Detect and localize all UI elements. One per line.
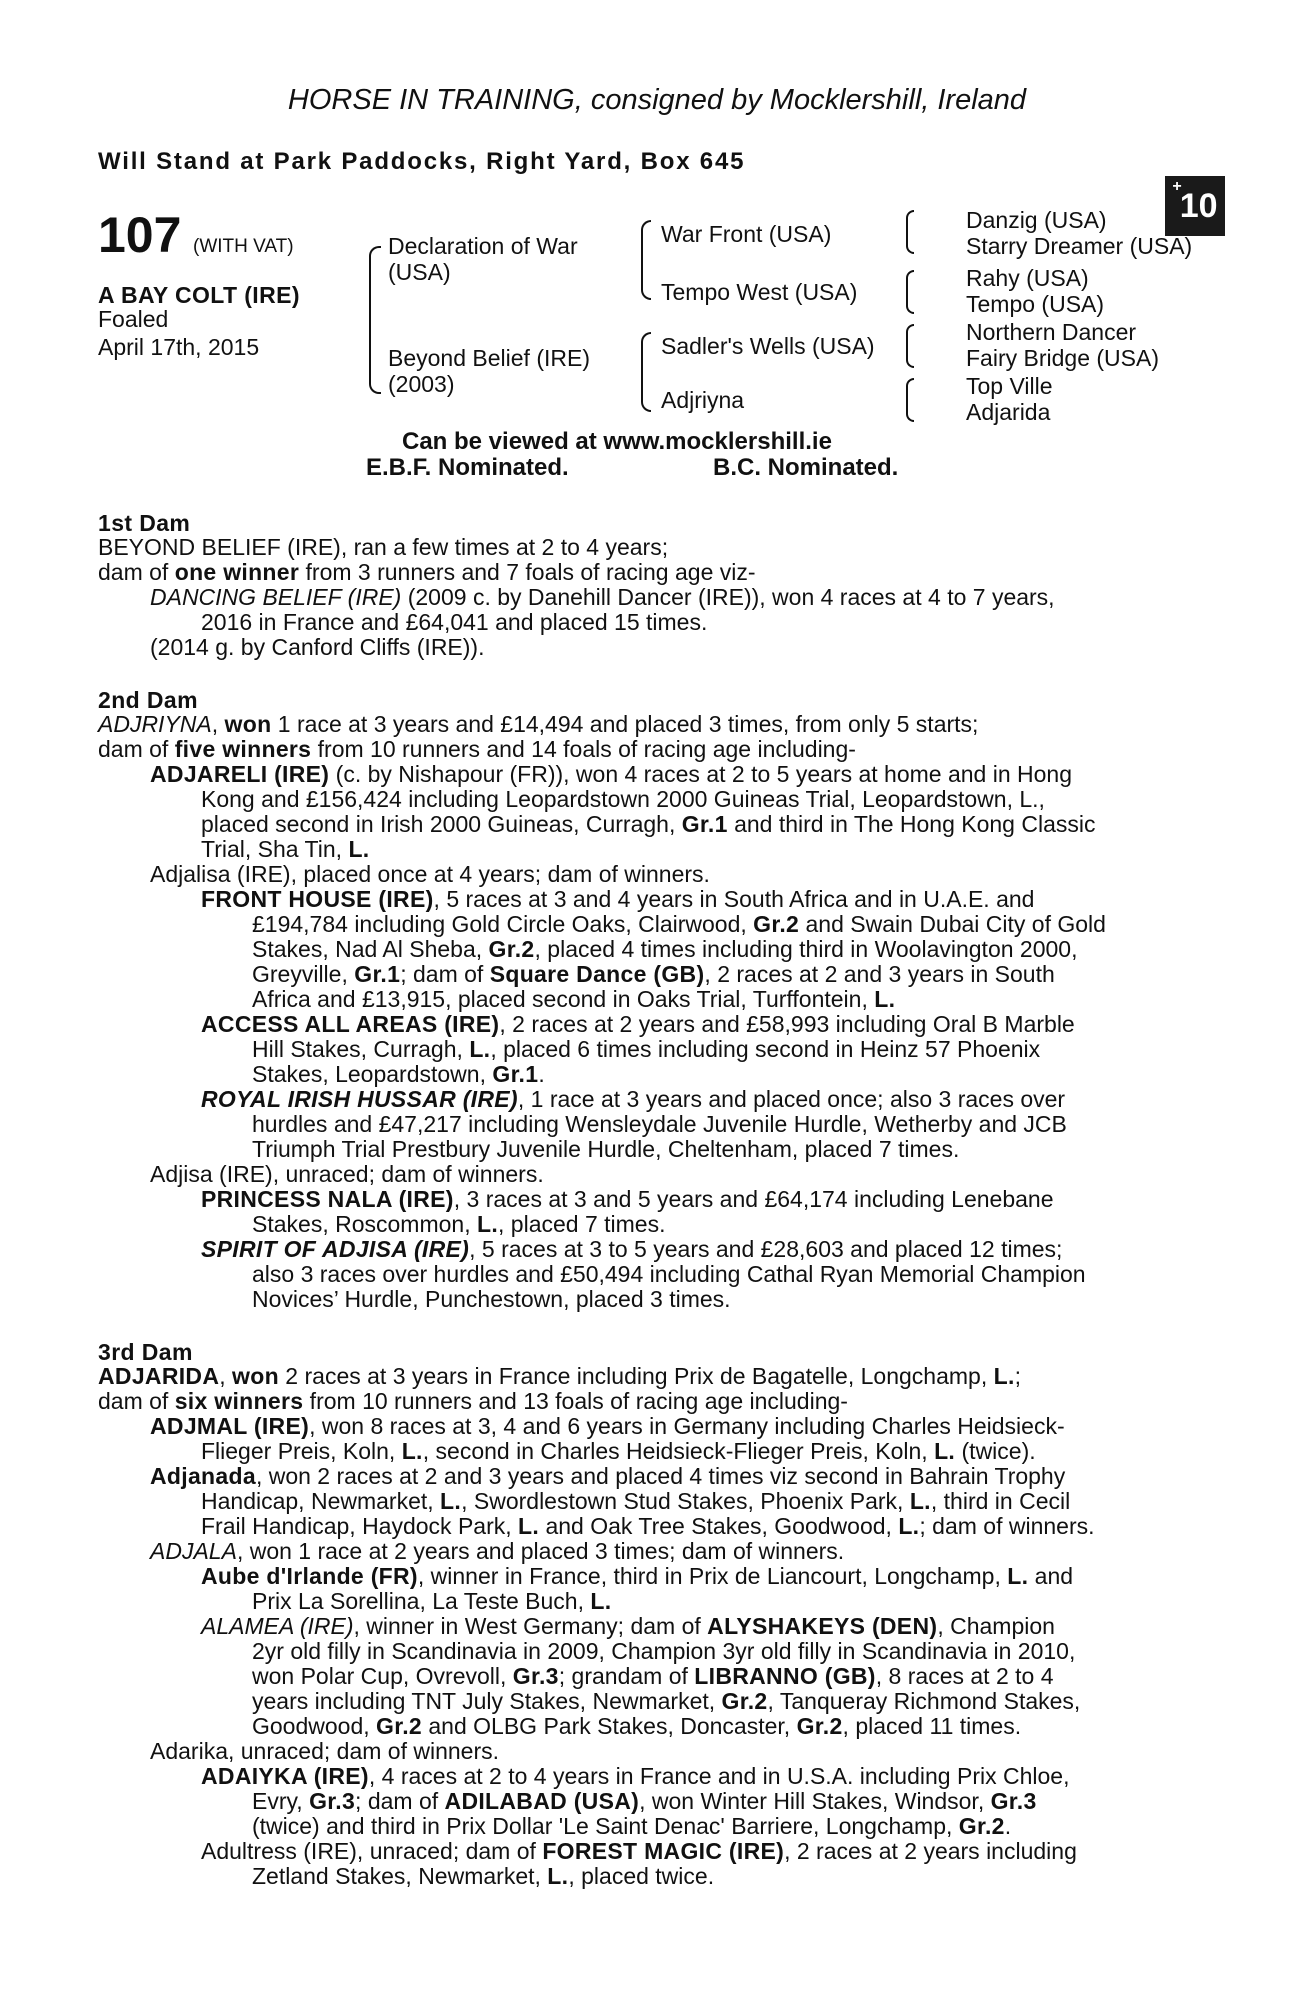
- dam: [388, 345, 590, 397]
- second-dam-line: [252, 1287, 731, 1313]
- second-dam-line: [98, 712, 978, 738]
- text-segment: five winners: [174, 736, 312, 762]
- second-dam-line: [252, 1112, 1067, 1138]
- first-dam-line: [150, 585, 1055, 611]
- text-segment: ALAMEA (IRE): [201, 1613, 354, 1639]
- dam-name: Beyond Belief (IRE): [388, 345, 590, 371]
- text-segment: Gr.2: [753, 911, 800, 937]
- third-dam-line: [201, 1764, 1069, 1790]
- text-segment: , third in Cecil: [930, 1488, 1071, 1514]
- text-segment: hurdles and £47,217 including Wensleydale Juvenile Hurdle, Wetherby and JCB: [252, 1111, 1067, 1137]
- lot-number: 107: [98, 207, 182, 263]
- text-segment: FRONT HOUSE (IRE): [201, 886, 434, 912]
- lot-description: A BAY COLT (IRE): [98, 282, 300, 308]
- sire-name: Declaration of War: [388, 233, 578, 259]
- text-segment: Adultress (IRE), unraced; dam of: [201, 1838, 543, 1864]
- text-segment: and Oak Tree Stakes, Goodwood,: [539, 1513, 899, 1539]
- third-dam-line: [201, 1439, 1036, 1465]
- brace-g1: [906, 210, 914, 254]
- text-segment: ,: [219, 1363, 233, 1389]
- text-segment: ADJARIDA: [98, 1363, 220, 1389]
- text-segment: years including TNT July Stakes, Newmarket,: [252, 1688, 722, 1714]
- text-segment: and Swain Dubai City of Gold: [799, 911, 1106, 937]
- text-segment: L.: [909, 1488, 931, 1514]
- second-dam-line: [201, 887, 1034, 913]
- third-dam-heading: 3rd Dam: [98, 1339, 193, 1365]
- text-segment: , placed 7 times.: [498, 1211, 666, 1237]
- third-dam-line: [98, 1389, 848, 1415]
- text-segment: Greyville,: [252, 961, 355, 987]
- text-segment: Frail Handicap, Haydock Park,: [201, 1513, 519, 1539]
- text-segment: Kong and £156,424 including Leopardstown 2000 Guineas Trial, Leopardstown, L.,: [201, 786, 1045, 812]
- first-dam-line: [98, 560, 756, 586]
- second-dam-line: [252, 962, 1055, 988]
- text-segment: ,: [211, 711, 225, 737]
- second-dam-line: [201, 1237, 1062, 1263]
- text-segment: Adjisa (IRE), unraced; dam of winners.: [150, 1161, 544, 1187]
- text-segment: Prix La Sorellina, La Teste Buch,: [252, 1588, 591, 1614]
- text-segment: Adjalisa (IRE), placed once at 4 years; dam of winners.: [150, 861, 710, 887]
- text-segment: LIBRANNO (GB): [694, 1663, 876, 1689]
- brace-parents: [369, 246, 381, 394]
- sire-country: (USA): [388, 259, 451, 285]
- text-segment: , Tanqueray Richmond Stakes,: [767, 1688, 1081, 1714]
- text-segment: Aube d'Irlande (FR): [201, 1563, 418, 1589]
- text-segment: Trial, Sha Tin,: [201, 836, 349, 862]
- text-segment: Gr.1: [681, 811, 728, 837]
- text-segment: Stakes, Leopardstown,: [252, 1061, 493, 1087]
- grandsire-line-3: Rahy (USA): [966, 265, 1089, 291]
- text-segment: L.: [348, 836, 370, 862]
- text-segment: won: [232, 1363, 279, 1389]
- sire-dam: Tempo West (USA): [661, 279, 858, 305]
- foaled-label: Foaled: [98, 306, 169, 332]
- text-segment: , won Winter Hill Stakes, Windsor,: [639, 1788, 991, 1814]
- text-segment: Gr.2: [376, 1713, 422, 1739]
- text-segment: , 5 races at 3 to 5 years and £28,603 and placed 12 times;: [469, 1236, 1063, 1262]
- text-segment: , Swordlestown Stud Stakes, Phoenix Park,: [461, 1488, 910, 1514]
- text-segment: SPIRIT OF ADJISA (IRE): [201, 1236, 470, 1262]
- third-dam-line: [150, 1739, 499, 1765]
- text-segment: ALYSHAKEYS (DEN): [707, 1613, 938, 1639]
- grandsire-line-1: Danzig (USA): [966, 207, 1107, 233]
- text-segment: Gr.1: [354, 961, 401, 987]
- grandsire-line-6: Fairy Bridge (USA): [966, 345, 1159, 371]
- second-dam-line: [201, 1187, 1053, 1213]
- text-segment: Gr.2: [796, 1713, 843, 1739]
- text-segment: , 2 races at 2 years and £58,993 including Oral B Marble: [499, 1011, 1075, 1037]
- text-segment: , 1 race at 3 years and placed once; also 3 races over: [517, 1086, 1066, 1112]
- grandsire-line-5: Northern Dancer: [966, 319, 1137, 345]
- viewing-note: Can be viewed at www.mocklershill.ie: [402, 428, 832, 455]
- text-segment: , second in Charles Heidsieck-Flieger Preis, Koln,: [422, 1438, 935, 1464]
- text-segment: ADILABAD (USA): [444, 1788, 640, 1814]
- text-segment: also 3 races over hurdles and £50,494 including Cathal Ryan Memorial Champion: [252, 1261, 1086, 1287]
- third-dam-line: [252, 1664, 1054, 1690]
- text-segment: ; dam of: [400, 961, 490, 987]
- text-segment: and: [1028, 1563, 1074, 1589]
- text-segment: Gr.2: [721, 1688, 768, 1714]
- second-dam-line: [150, 762, 1072, 788]
- text-segment: Adjanada: [150, 1463, 256, 1489]
- text-segment: L.: [518, 1513, 540, 1539]
- text-segment: from 10 runners and 14 foals of racing age including-: [311, 736, 856, 762]
- text-segment: , 5 races at 3 and 4 years in South Africa and in U.A.E. and: [433, 886, 1035, 912]
- text-segment: L.: [1007, 1563, 1029, 1589]
- text-segment: .: [1004, 1813, 1012, 1839]
- sire-sire: War Front (USA): [661, 221, 832, 247]
- brace-g3: [906, 324, 914, 368]
- text-segment: ADJMAL (IRE): [150, 1413, 310, 1439]
- text-segment: , placed 11 times.: [842, 1713, 1022, 1739]
- sire: [388, 233, 578, 285]
- brace-sire-parents: [641, 220, 651, 300]
- text-segment: six winners: [174, 1388, 304, 1414]
- third-dam-line: [252, 1689, 1080, 1715]
- second-dam-line: [252, 1262, 1086, 1288]
- badge-plus: +: [1172, 178, 1182, 195]
- text-segment: Africa and £13,915, placed second in Oaks Trial, Turffontein,: [252, 986, 875, 1012]
- text-segment: L.: [440, 1488, 462, 1514]
- text-segment: BEYOND BELIEF (IRE), ran a few times at 2 to 4 years;: [98, 534, 669, 560]
- text-segment: , 2 races at 2 years including: [784, 1838, 1077, 1864]
- third-dam-line: [201, 1489, 1070, 1515]
- foaled-date: April 17th, 2015: [98, 334, 260, 360]
- third-dam-line: [201, 1514, 1095, 1540]
- text-segment: DANCING BELIEF (IRE): [150, 584, 402, 610]
- text-segment: Goodwood,: [252, 1713, 377, 1739]
- text-segment: , placed 4 times including third in Woolavington 2000,: [534, 936, 1078, 962]
- text-segment: ACCESS ALL AREAS (IRE): [201, 1011, 500, 1037]
- text-segment: £194,784 including Gold Circle Oaks, Clairwood,: [252, 911, 754, 937]
- grandsire-line-7: Top Ville: [966, 373, 1053, 399]
- text-segment: , placed 6 times including second in Heinz 57 Phoenix: [490, 1036, 1041, 1062]
- text-segment: (2014 g. by Canford Cliffs (IRE)).: [150, 634, 485, 660]
- text-segment: ADJALA: [150, 1538, 237, 1564]
- text-segment: (twice) and third in Prix Dollar 'Le Saint Denac' Barriere, Longchamp,: [252, 1813, 959, 1839]
- dam-sire: Sadler's Wells (USA): [661, 333, 875, 359]
- text-segment: ; dam of winners.: [919, 1513, 1095, 1539]
- text-segment: (2009 c. by Danehill Dancer (IRE)), won 4 races at 4 to 7 years,: [401, 584, 1055, 610]
- text-segment: ADAIYKA (IRE): [201, 1763, 369, 1789]
- text-segment: L.: [993, 1363, 1015, 1389]
- text-segment: , 8 races at 2 to 4: [875, 1663, 1054, 1689]
- text-segment: , placed twice.: [568, 1863, 715, 1889]
- grandsire-line-8: Adjarida: [966, 399, 1051, 425]
- third-dam-line: [201, 1614, 1055, 1640]
- text-segment: ROYAL IRISH HUSSAR (IRE): [201, 1086, 518, 1112]
- grandsire-line-4: Tempo (USA): [966, 291, 1105, 317]
- text-segment: from 10 runners and 13 foals of racing age including-: [303, 1388, 848, 1414]
- text-segment: L.: [476, 1211, 499, 1237]
- first-dam-heading: 1st Dam: [98, 510, 191, 536]
- text-segment: L.: [547, 1863, 569, 1889]
- text-segment: Gr.3: [309, 1788, 356, 1814]
- text-segment: dam of: [98, 736, 175, 762]
- text-segment: Handicap, Newmarket,: [201, 1488, 441, 1514]
- text-segment: Stakes, Nad Al Sheba,: [252, 936, 489, 962]
- second-dam-line: [150, 862, 710, 888]
- text-segment: Gr.2: [958, 1813, 1005, 1839]
- third-dam-line: [150, 1414, 1065, 1440]
- text-segment: , Champion: [937, 1613, 1055, 1639]
- second-dam-line: [252, 1062, 545, 1088]
- text-segment: , won 2 races at 2 and 3 years and placed 4 times viz second in Bahrain Trophy: [255, 1463, 1066, 1489]
- second-dam-line: [98, 737, 856, 763]
- text-segment: Square Dance (GB): [489, 961, 705, 987]
- third-dam-line: [201, 1564, 1073, 1590]
- third-dam-line: [252, 1714, 1021, 1740]
- venue-location: Will Stand at Park Paddocks, Right Yard, Box 645: [98, 148, 746, 175]
- text-segment: from 3 runners and 7 foals of racing age viz-: [299, 559, 756, 585]
- text-segment: ; grandam of: [558, 1663, 695, 1689]
- text-segment: , 3 races at 3 and 5 years and £64,174 including Lenebane: [453, 1186, 1054, 1212]
- second-dam-line: [201, 1012, 1075, 1038]
- text-segment: Gr.3: [512, 1663, 559, 1689]
- text-segment: , winner in West Germany; dam of: [353, 1613, 708, 1639]
- text-segment: one winner: [174, 559, 300, 585]
- text-segment: Hill Stakes, Curragh,: [252, 1036, 470, 1062]
- vat-note: (WITH VAT): [193, 236, 294, 257]
- text-segment: and OLBG Park Stakes, Doncaster,: [422, 1713, 797, 1739]
- second-dam-line: [201, 1087, 1065, 1113]
- third-dam-line: [252, 1589, 611, 1615]
- text-segment: Gr.2: [488, 936, 535, 962]
- lot-badge: [1165, 176, 1225, 236]
- text-segment: Adarika, unraced; dam of winners.: [150, 1738, 500, 1764]
- text-segment: PRINCESS NALA (IRE): [201, 1186, 454, 1212]
- text-segment: 2yr old filly in Scandinavia in 2009, Champion 3yr old filly in Scandinavia in 2010,: [252, 1638, 1076, 1664]
- second-dam-line: [252, 937, 1077, 963]
- first-dam-line: [150, 635, 484, 661]
- text-segment: FOREST MAGIC (IRE): [542, 1838, 785, 1864]
- second-dam-heading: 2nd Dam: [98, 687, 198, 713]
- bc-nominated: B.C. Nominated.: [713, 454, 899, 481]
- text-segment: , won 8 races at 3, 4 and 6 years in Germany including Charles Heidsieck-: [309, 1413, 1065, 1439]
- second-dam-line: [252, 1137, 959, 1163]
- ebf-nominated: E.B.F. Nominated.: [366, 454, 569, 481]
- text-segment: dam of: [98, 1388, 175, 1414]
- third-dam-line: [150, 1539, 844, 1565]
- third-dam-line: [150, 1464, 1065, 1490]
- page-title: HORSE IN TRAINING, consigned by Mocklershill, Ireland: [287, 84, 1027, 116]
- text-segment: Triumph Trial Prestbury Juvenile Hurdle, Cheltenham, placed 7 times.: [252, 1136, 960, 1162]
- text-segment: , won 1 race at 2 years and placed 3 times; dam of winners.: [236, 1538, 845, 1564]
- text-segment: Gr.1: [492, 1061, 539, 1087]
- text-segment: won Polar Cup, Ovrevoll,: [252, 1663, 513, 1689]
- text-segment: L.: [401, 1438, 423, 1464]
- text-segment: .: [538, 1061, 545, 1087]
- text-segment: , winner in France, third in Prix de Liancourt, Longchamp,: [417, 1563, 1008, 1589]
- text-segment: placed second in Irish 2000 Guineas, Curragh,: [201, 811, 682, 837]
- text-segment: Flieger Preis, Koln,: [201, 1438, 402, 1464]
- second-dam-line: [252, 1037, 1040, 1063]
- text-segment: 2016 in France and £64,041 and placed 15 times.: [201, 609, 708, 635]
- text-segment: ADJRIYNA: [98, 711, 212, 737]
- text-segment: , 4 races at 2 to 4 years in France and in U.S.A. including Prix Chloe,: [368, 1763, 1070, 1789]
- text-segment: (c. by Nishapour (FR)), won 4 races at 2 to 5 years at home and in Hong: [329, 761, 1072, 787]
- third-dam-line: [201, 1839, 1077, 1865]
- text-segment: ; dam of: [355, 1788, 445, 1814]
- brace-g4: [906, 378, 914, 422]
- text-segment: L.: [590, 1588, 612, 1614]
- text-segment: L.: [898, 1513, 920, 1539]
- brace-g2: [906, 270, 914, 314]
- dam-year: (2003): [388, 371, 455, 397]
- third-dam-line: [98, 1364, 1021, 1390]
- text-segment: Stakes, Roscommon,: [252, 1211, 477, 1237]
- third-dam-line: [252, 1864, 714, 1890]
- first-dam-line: [201, 610, 707, 636]
- text-segment: Gr.3: [990, 1788, 1037, 1814]
- badge-number: 10: [1179, 187, 1218, 225]
- first-dam-line: [98, 535, 668, 561]
- text-segment: 2 races at 3 years in France including Prix de Bagatelle, Longchamp,: [278, 1363, 994, 1389]
- text-segment: , 2 races at 2 and 3 years in South: [704, 961, 1055, 987]
- second-dam-line: [201, 837, 369, 863]
- grandsire-line-2: Starry Dreamer (USA): [966, 233, 1193, 259]
- third-dam-line: [252, 1789, 1037, 1815]
- text-segment: 1 race at 3 years and £14,494 and placed 3 times, from only 5 starts;: [271, 711, 979, 737]
- text-segment: won: [224, 711, 272, 737]
- second-dam-line: [150, 1162, 544, 1188]
- text-segment: dam of: [98, 559, 175, 585]
- second-dam-line: [201, 787, 1045, 813]
- text-segment: Evry,: [252, 1788, 310, 1814]
- dam-dam: Adjriyna: [661, 387, 745, 413]
- text-segment: Novices’ Hurdle, Punchestown, placed 3 times.: [252, 1286, 731, 1312]
- text-segment: L.: [934, 1438, 956, 1464]
- text-segment: L.: [874, 986, 896, 1012]
- text-segment: ;: [1014, 1363, 1022, 1389]
- second-dam-line: [252, 1212, 665, 1238]
- text-segment: and third in The Hong Kong Classic: [727, 811, 1096, 837]
- brace-dam-parents: [641, 332, 651, 412]
- text-segment: (twice).: [955, 1438, 1036, 1464]
- text-segment: L.: [469, 1036, 491, 1062]
- text-segment: Zetland Stakes, Newmarket,: [252, 1863, 548, 1889]
- second-dam-line: [252, 987, 895, 1013]
- third-dam-line: [252, 1639, 1075, 1665]
- third-dam-line: [252, 1814, 1011, 1840]
- text-segment: ADJARELI (IRE): [150, 761, 330, 787]
- second-dam-line: [252, 912, 1106, 938]
- second-dam-line: [201, 812, 1096, 838]
